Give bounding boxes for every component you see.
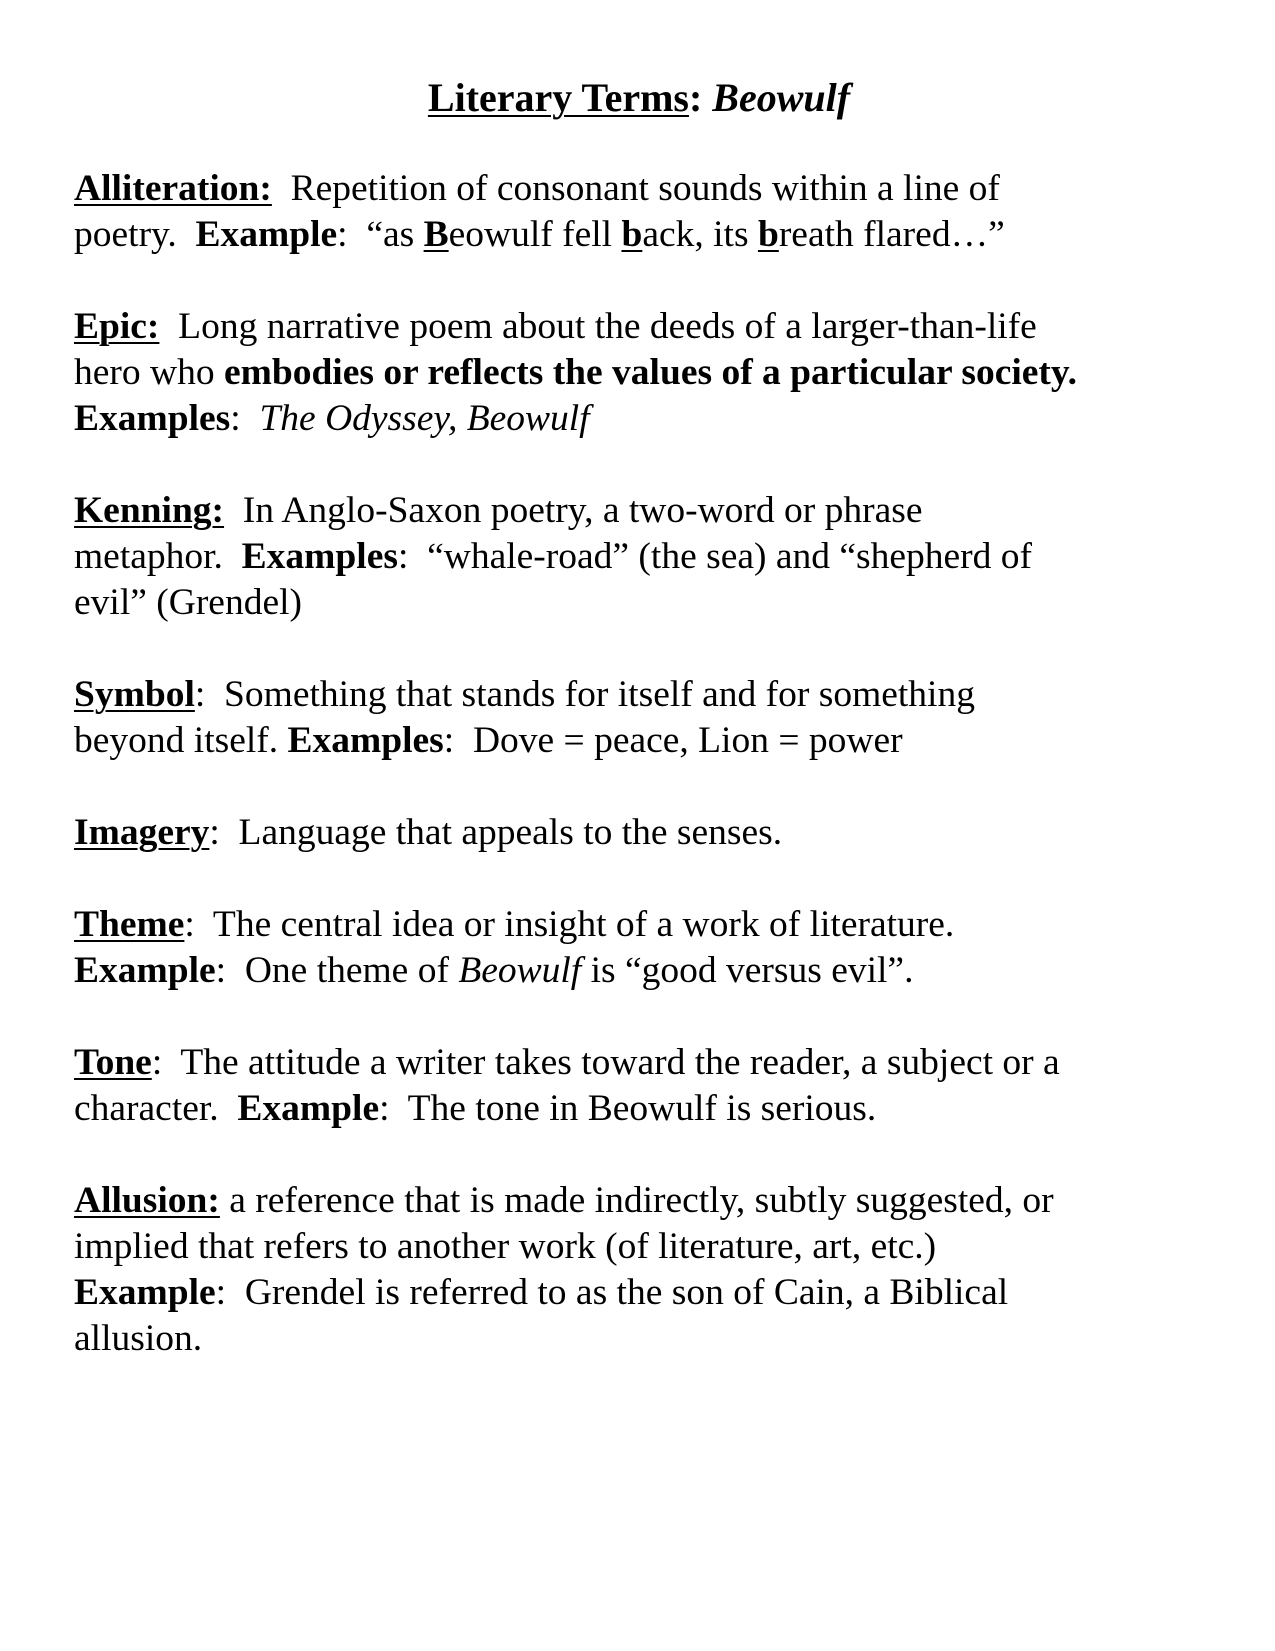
term-name: Allusion: (74, 1180, 220, 1221)
example-label: Examples (241, 536, 398, 577)
term-imagery: Imagery: Language that appeals to the senses. (74, 812, 783, 853)
term-definition: Something that stands for itself and for something (224, 674, 975, 715)
example-label: Example (74, 950, 216, 991)
example-label: Examples (287, 720, 444, 761)
term-name: Symbol (74, 674, 195, 715)
term-kenning: Kenning: In Anglo-Saxon poetry, a two-word or phrase metaphor. Examples: “whale-road” (the sea) and “shepherd of evil” (Grendel) (74, 490, 1032, 623)
term-alliteration: Alliteration: Repetition of consonant sounds within a line of poetry. Example: “as Beowulf fell back, its breath flared…” (74, 168, 1005, 255)
term-definition: Language that appeals to the senses. (238, 812, 783, 853)
term-definition: Long narrative poem about the deeds of a larger-than-life (178, 306, 1037, 347)
term-theme: Theme: The central idea or insight of a work of literature. Example: One theme of Beowulf is “good versus evil”. (74, 904, 955, 991)
page-title (74, 72, 1204, 124)
example-label: Example (195, 214, 338, 255)
term-definition: In Anglo-Saxon poetry, a two-word or phrase (242, 490, 923, 531)
title-main: Literary Terms (427, 75, 689, 120)
term-name: Epic: (74, 306, 160, 347)
example-label: Examples (74, 398, 231, 439)
term-name: Tone (74, 1042, 152, 1083)
title-colon: : (688, 75, 703, 120)
term-tone: Tone: The attitude a writer takes toward the reader, a subject or a character. Example: The tone in Beowulf is serious. (74, 1042, 1060, 1129)
example-label: Example (237, 1088, 380, 1129)
term-name: Alliteration: (74, 168, 272, 209)
document-page (74, 72, 1204, 1408)
example-label: Example (74, 1272, 216, 1313)
title-work: Beowulf (712, 75, 851, 120)
term-name: Imagery (74, 812, 210, 853)
term-name: Theme (74, 904, 185, 945)
term-allusion: Allusion: a reference that is made indirectly, subtly suggested, or implied that refers to another work (of literature, art, etc.) Example: Grendel is referred to as the son of Cain, a Biblical allusion. (74, 1180, 1054, 1359)
term-definition: a reference that is made indirectly, subtly suggested, or (229, 1180, 1054, 1221)
term-symbol: Symbol: Something that stands for itself and for something beyond itself. Examples: Dove = peace, Lion = power (74, 674, 975, 761)
term-definition: Repetition of consonant sounds within a line of (290, 168, 1000, 209)
term-name: Kenning: (74, 490, 225, 531)
term-definition: The central idea or insight of a work of literature. (212, 904, 955, 945)
term-definition: The attitude a writer takes toward the reader, a subject or a (180, 1042, 1060, 1083)
term-epic: Epic: Long narrative poem about the deeds of a larger-than-life hero who embodies or reflects the values of a particular society. Examples: The Odyssey, Beowulf (74, 306, 1077, 439)
